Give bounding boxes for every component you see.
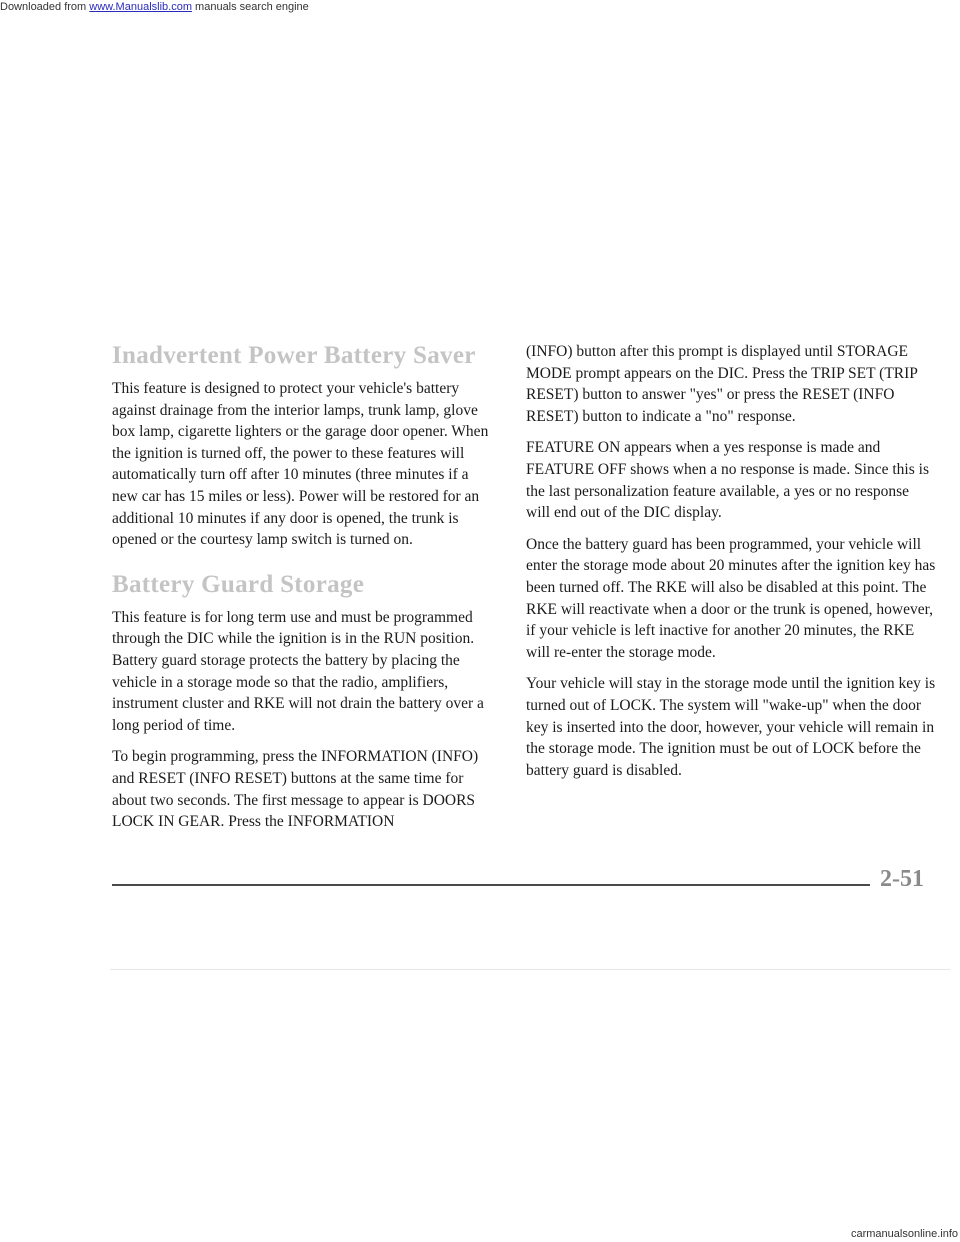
right-column [526,340,936,791]
paragraph-battery-saver-description: This feature is designed to protect your vehicle's battery against drainage from the interior lamps, trunk lamp, glove box lamp, cigarette lighters or the garage door opener. When the ignition is turned off, the power to these features will automatically turn off after 10 minutes (three minutes if a new car has 15 miles or less). Power will be restored for an additional 10 minutes if any door is opened, the trunk is opened or the courtesy lamp switch is turned on. [112,380,489,549]
download-watermark [0,0,309,14]
paragraph-programming-continued: (INFO) button after this prompt is displayed until STORAGE MODE prompt appears on the DIC. Press the TRIP SET (TRIP RESET) button to answer "yes" or press the RESET (INFO RESET) button to indicate a "no" response. [526,343,918,425]
paragraph-programming-start: To begin programming, press the INFORMATION (INFO) and RESET (INFO RESET) buttons at the same time for about two seconds. The first message to appear is DOORS LOCK IN GEAR. Press the INFORMATION [112,748,479,831]
source-watermark: carmanualsonline.info [850,1228,958,1240]
footer-divider [112,884,870,886]
page-number: 2-51 [880,866,924,892]
watermark-prefix: Downloaded from [0,1,87,13]
manualslib-link[interactable]: www.Manualslib.com [89,1,192,13]
watermark-suffix: manuals search engine [195,1,309,13]
paragraph-feature-on-off: FEATURE ON appears when a yes response is made and FEATURE OFF shows when a no response is made. Since this is the last personalization feature available, a yes or no response will end out of the DIC display. [526,439,929,522]
paragraph-storage-mode-exit: Your vehicle will stay in the storage mode until the ignition key is turned out of LOCK. The system will "wake-up" when the door key is inserted into the door, however, your vehicle will remain in the storage mode. The ignition must be out of LOCK before the battery guard is disabled. [526,675,936,779]
left-column [112,340,494,843]
heading-battery-guard-storage: Battery Guard Storage [112,570,365,598]
paragraph-battery-guard-description: This feature is for long term use and must be programmed through the DIC while the ignition is in the RUN position. Battery guard storage protects the battery by placing the vehicle in a storage mode so that the radio, amplifiers, instrument cluster and RKE will not drain the battery over a long period of time. [112,608,484,734]
paragraph-storage-mode-entry: Once the battery guard has been programmed, your vehicle will enter the storage mode about 20 minutes after the ignition key has been turned off. The RKE will also be disabled at this point. The RKE will reactivate when a door or the trunk is opened, however, if your vehicle is left inactive for another 20 minutes, the RKE will re-enter the storage mode. [526,535,936,661]
heading-inadvertent-power-battery-saver: Inadvertent Power Battery Saver [112,342,476,369]
lower-faint-divider [110,969,950,970]
